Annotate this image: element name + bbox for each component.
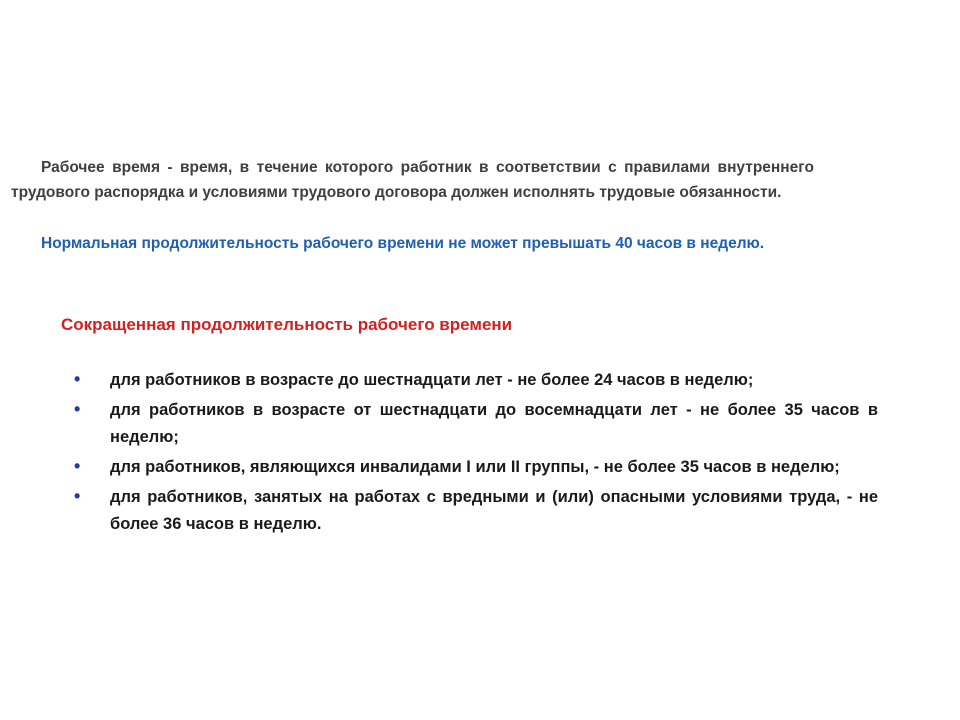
bullet-dot-icon: • xyxy=(74,486,81,506)
list-item xyxy=(72,397,878,451)
normal-hours-paragraph: Нормальная продолжительность рабочего времени не может превышать 40 часов в неделю. xyxy=(41,235,765,252)
list-item-text: для работников, занятых на работах с вредными и (или) опасными условиями труда, - не более 36 часов в неделю. xyxy=(110,488,878,533)
list-item xyxy=(72,454,878,481)
list-item-text: для работников, являющихся инвалидами I или II группы, - не более 35 часов в неделю; xyxy=(110,458,840,476)
list-item xyxy=(72,484,878,538)
bullet-dot-icon: • xyxy=(74,369,81,389)
definition-paragraph: Рабочее время - время, в течение которого работник в соответствии с правилами внутреннего трудового распорядка и условиями трудового договора должен исполнять трудовые обязанности. xyxy=(11,159,814,201)
list-item xyxy=(72,367,878,394)
reduced-hours-heading: Сокращенная продолжительность рабочего времени xyxy=(61,315,513,334)
bullet-dot-icon: • xyxy=(74,399,81,419)
bullet-dot-icon: • xyxy=(74,456,81,476)
list-item-text: для работников в возрасте от шестнадцати до восемнадцати лет - не более 35 часов в неделю; xyxy=(110,401,878,446)
reduced-hours-list xyxy=(72,367,878,541)
list-item-text: для работников в возрасте до шестнадцати лет - не более 24 часов в неделю; xyxy=(110,371,754,389)
